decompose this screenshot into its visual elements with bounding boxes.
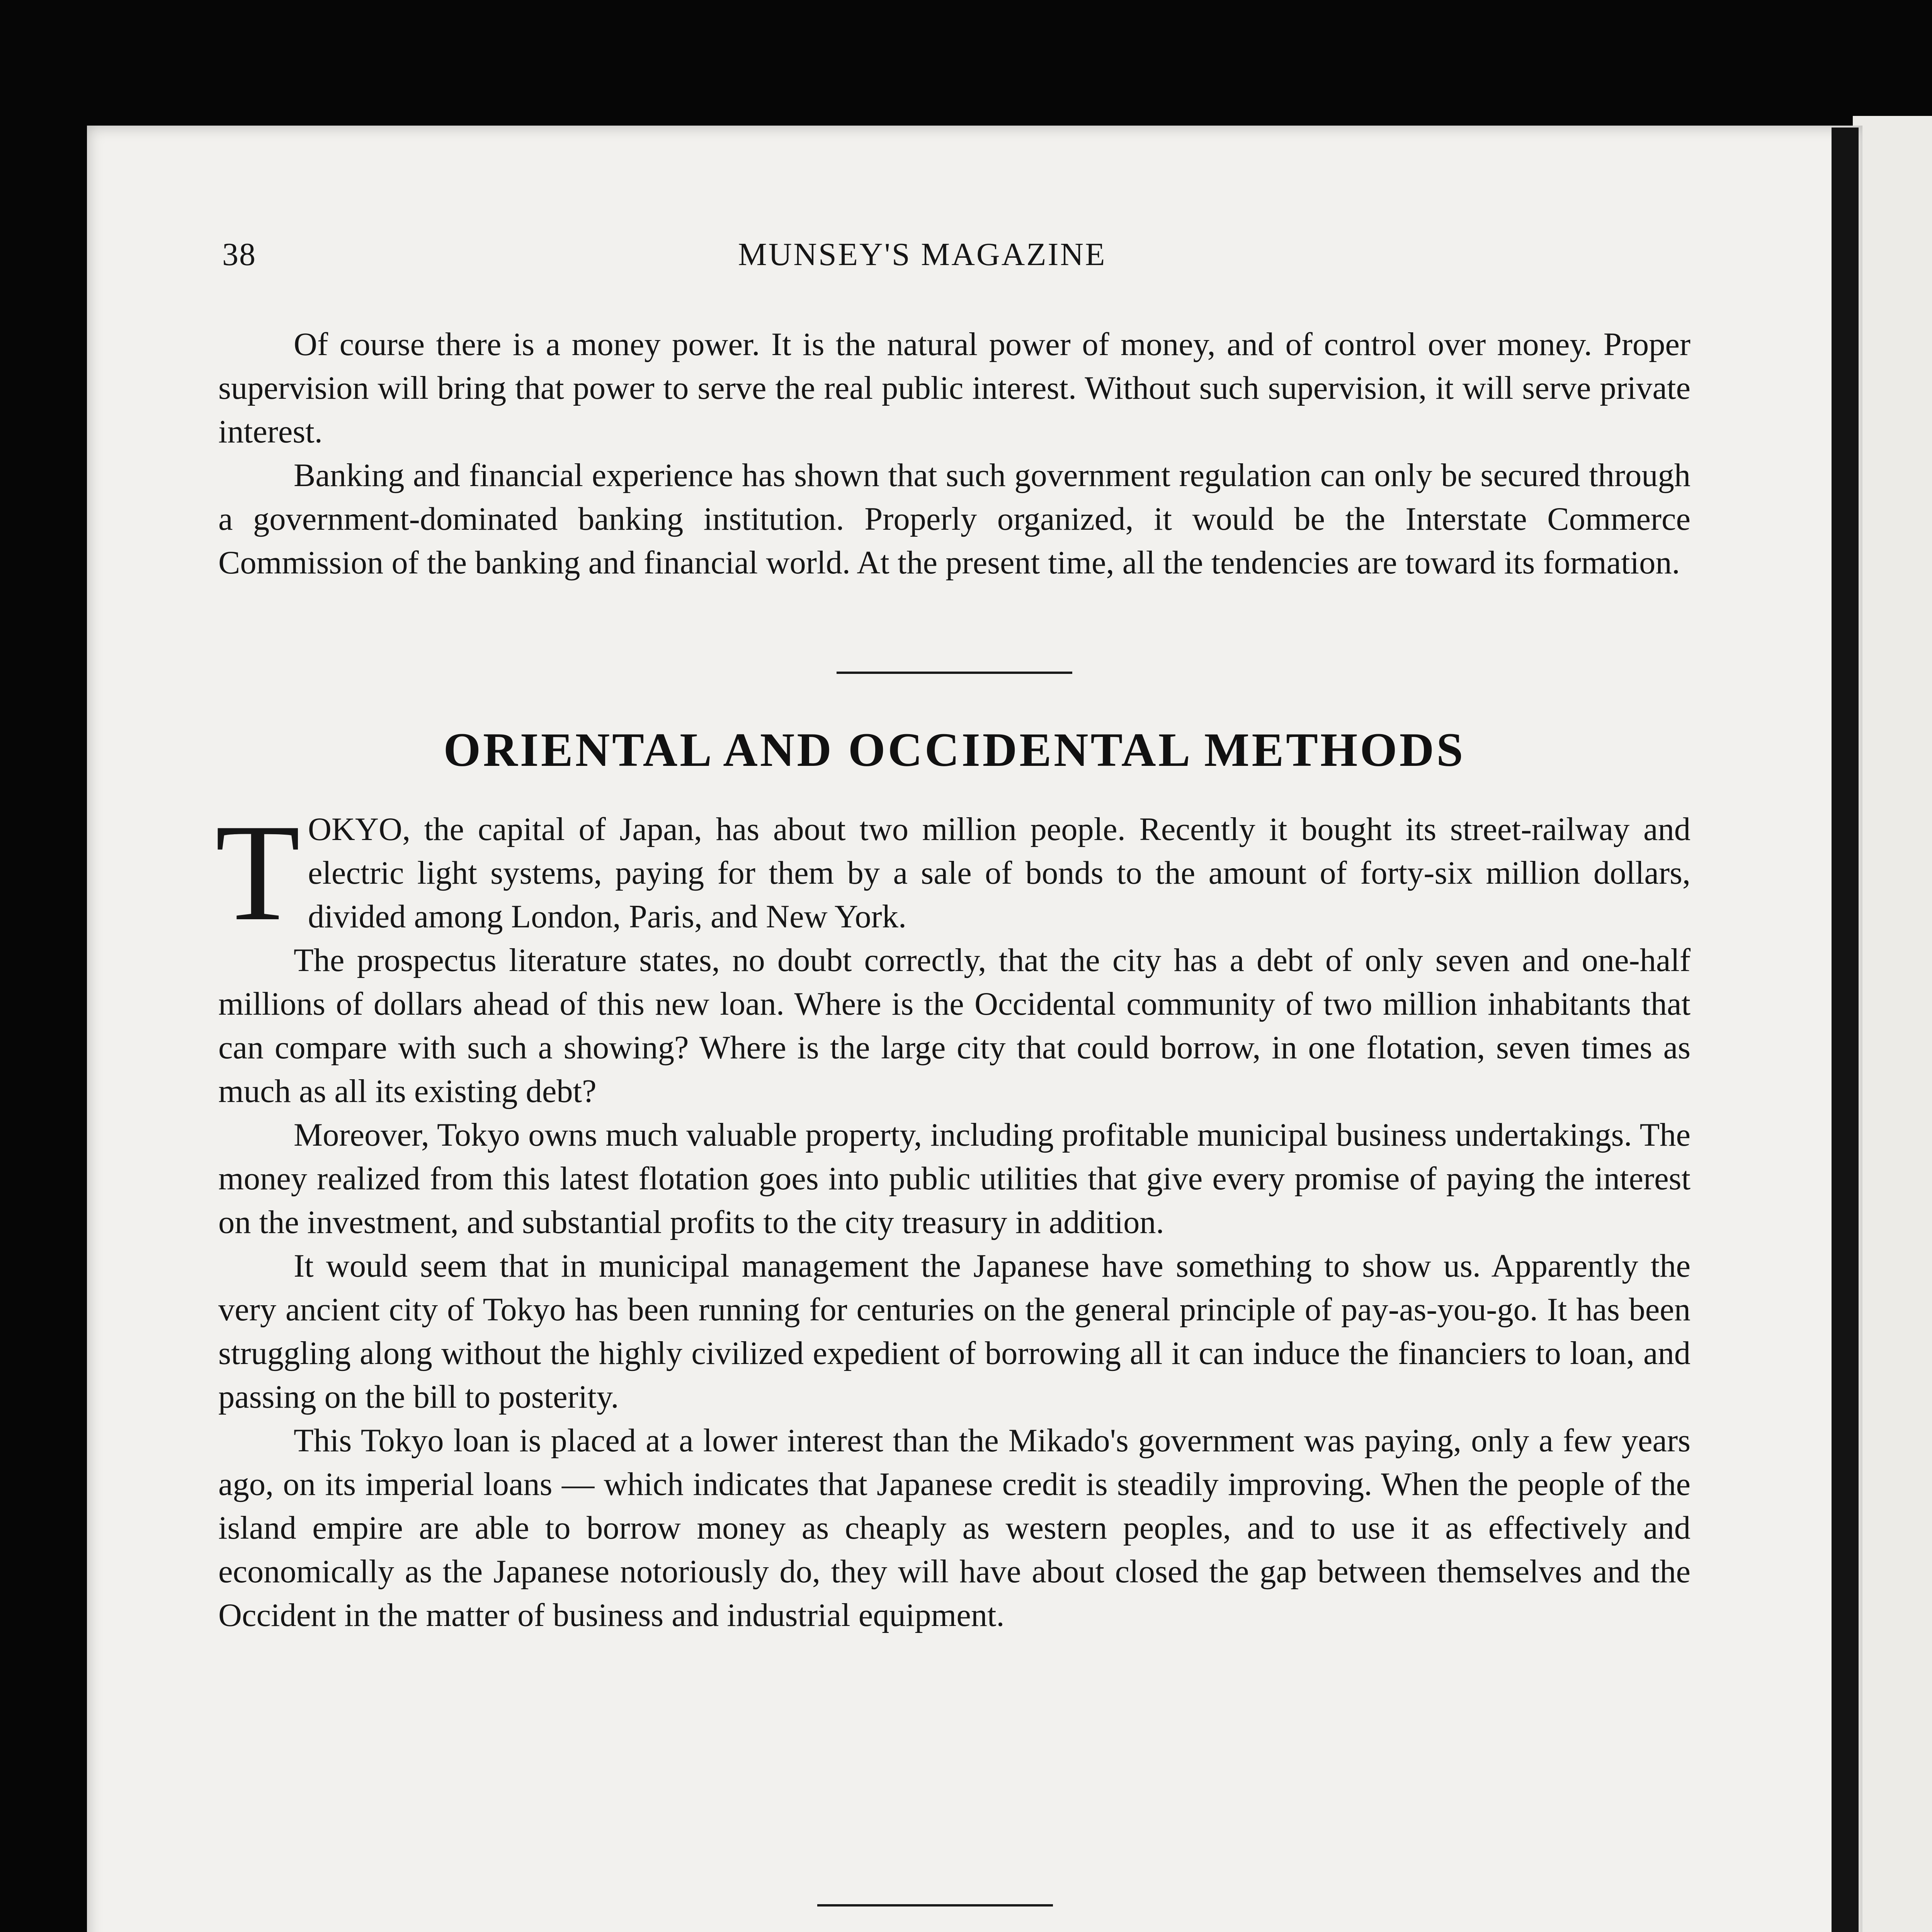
first-paragraph-text: OKYO, the capital of Japan, has about two million people. Recently it bought its street-railway and electric light systems, paying for them by a sale of bonds to the amount of forty-six million dollars, divided among London, Paris, and New York.: [308, 811, 1690, 935]
section-divider: [817, 1904, 1053, 1906]
running-head: [222, 236, 1690, 278]
article-paragraph: Moreover, Tokyo owns much valuable property, including profitable municipal business undertakings. The money realized from this latest flotation goes into public utilities that give every promise of paying the interest on the investment, and substantial profits to the city treasury in addition.: [218, 1117, 1690, 1240]
drop-cap: T: [215, 795, 300, 949]
article-first-paragraph: [215, 795, 1690, 949]
article-body-oriental: [215, 795, 1690, 1637]
intro-paragraph: Banking and financial experience has shown that such government regulation can only be secured through a government-dominated banking institution. Properly organized, it would be the Interstate Commerce Commission of the banking and financial world. At the present time, all the tendencies are toward its formation.: [218, 457, 1690, 581]
intro-paragraph: Of course there is a money power. It is the natural power of money, and of control over money. Proper supervision will bring that power to serve the real public interest. Without such supervision, it will serve private interest.: [218, 327, 1690, 450]
article-paragraph: The prospectus literature states, no doubt correctly, that the city has a debt of only seven and one-half millions of dollars ahead of this new loan. Where is the Occidental community of two million inhabitants that can compare with such a showing? Where is the large city that could borrow, in one flotation, seven times as much as all its existing debt?: [218, 942, 1690, 1109]
section-divider: [837, 672, 1072, 674]
intro-section: [218, 323, 1690, 585]
article-paragraph: It would seem that in municipal management the Japanese have something to show us. Apparently the very ancient city of Tokyo has been running for centuries on the general principle of pay-as-you-go. It has been struggling along without the highly civilized expedient of borrowing all it can induce the financiers to loan, and passing on the bill to posterity.: [218, 1248, 1690, 1415]
article-heading-oriental: ORIENTAL AND OCCIDENTAL METHODS: [443, 723, 1466, 776]
page-gutter-shadow: [1832, 128, 1859, 1932]
article-paragraph: This Tokyo loan is placed at a lower interest than the Mikado's government was paying, only a few years ago, on its imperial loans — which indicates that Japanese credit is steadily improving. When the people of the island empire are able to borrow money as cheaply as western peoples, and to use it as effectively and economically as the Japanese notoriously do, they will have about closed the gap between themselves and the Occident in the matter of business and industrial equipment.: [218, 1423, 1690, 1633]
page-number: 38: [222, 236, 256, 272]
magazine-title: MUNSEY'S MAGAZINE: [738, 236, 1107, 272]
next-page-edge: [1853, 116, 1932, 1932]
